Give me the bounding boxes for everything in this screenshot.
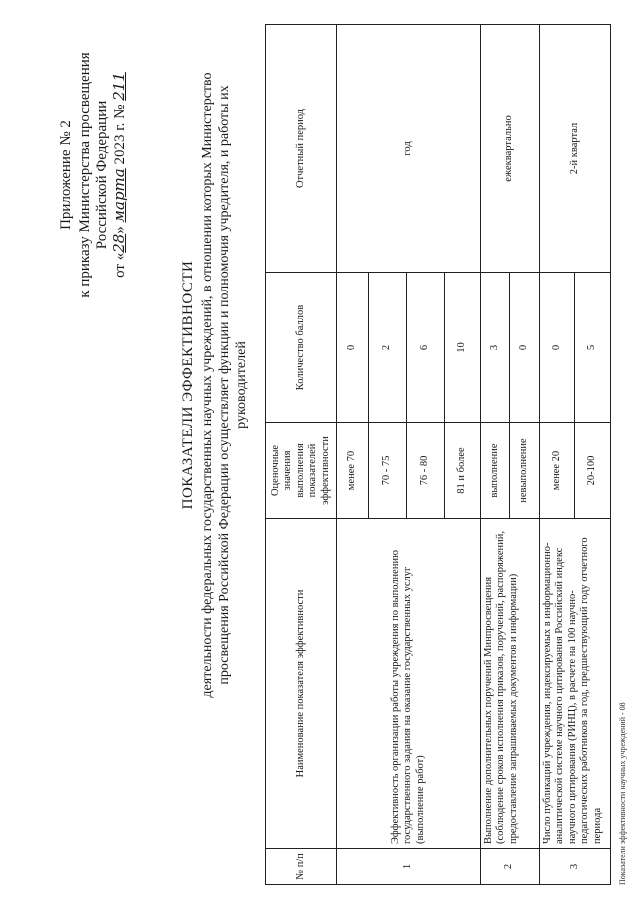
date-day: 28 xyxy=(110,233,128,253)
row3-points: 5 xyxy=(575,273,611,423)
row1-value: менее 70 xyxy=(337,423,369,519)
row3-value: менее 20 xyxy=(539,423,575,519)
row2-value: выполнение xyxy=(480,423,510,519)
table-row xyxy=(539,25,575,885)
date-year: 2023 г. № xyxy=(112,100,128,169)
row1-points: 2 xyxy=(368,273,406,423)
row1-points: 10 xyxy=(444,273,480,423)
order-number: 211 xyxy=(110,72,128,101)
row3-num: 3 xyxy=(539,849,610,885)
row3-value: 20-100 xyxy=(575,423,611,519)
appendix-number: Приложение № 2 xyxy=(58,120,74,230)
date-month: марта xyxy=(110,168,128,223)
header-period: Отчетный период xyxy=(266,25,337,273)
document-heading xyxy=(180,45,250,725)
header-name: Наименование показателя эффективности xyxy=(266,519,337,849)
page-footer: Показатели эффективности научных учреждений - 08 xyxy=(618,702,627,885)
appendix-federation-line: Российской Федерации xyxy=(94,100,110,250)
row1-name: Эффективность организации работы учреждения по выполнению государственного задания на оказание государственных услуг (выполнение работ) xyxy=(337,519,480,849)
row1-period: год xyxy=(337,25,480,273)
row1-points: 6 xyxy=(406,273,444,423)
row2-name: Выполнение дополнительных поручений Минпросвещения (соблюдение сроков исполнения приказов, поручений, распоряжений, предоставление запрашиваемых документов и информации) xyxy=(480,519,539,849)
header-values: Оценочные значения выполнения показателей эффективности xyxy=(266,423,337,519)
row2-value: невыполнение xyxy=(510,423,540,519)
table-header-row xyxy=(266,25,337,885)
row1-value: 81 и более xyxy=(444,423,480,519)
row1-num: 1 xyxy=(337,849,480,885)
appendix-order-line: к приказу Министерства просвещения xyxy=(77,52,93,298)
table-row xyxy=(337,25,369,885)
row1-value: 70 - 75 xyxy=(368,423,406,519)
row2-points: 3 xyxy=(480,273,510,423)
row3-points: 0 xyxy=(539,273,575,423)
row1-value: 76 - 80 xyxy=(406,423,444,519)
header-num: № п/п xyxy=(266,849,337,885)
table-row xyxy=(480,25,510,885)
appendix-date-line xyxy=(111,25,129,325)
document-title: ПОКАЗАТЕЛИ ЭФФЕКТИВНОСТИ xyxy=(180,260,196,510)
row2-points: 0 xyxy=(510,273,540,423)
row2-num: 2 xyxy=(480,849,539,885)
row2-period: ежеквартально xyxy=(480,25,539,273)
header-points: Количество баллов xyxy=(266,273,337,423)
date-prefix: от « xyxy=(112,252,128,278)
document-subtitle: деятельности федеральных государственных научных учреждений, в отношении которых Министерство просвещения Российской Федерации осуществляет функции и полномочия учредителя, и работы их руководителей xyxy=(200,72,249,698)
row3-name: Число публикаций учреждения, индексируемых в информационно-аналитической системе научного цитирования Российский индекс научного цитирования (РИНЦ), в расчете на 100 научно-педагогических работников за год, предшествующий году отчетного периода xyxy=(539,519,610,849)
row1-points: 0 xyxy=(337,273,369,423)
row3-period: 2-й квартал xyxy=(539,25,610,273)
indicators-table xyxy=(265,24,611,885)
appendix-block xyxy=(58,25,129,325)
date-mid: » xyxy=(112,222,128,234)
